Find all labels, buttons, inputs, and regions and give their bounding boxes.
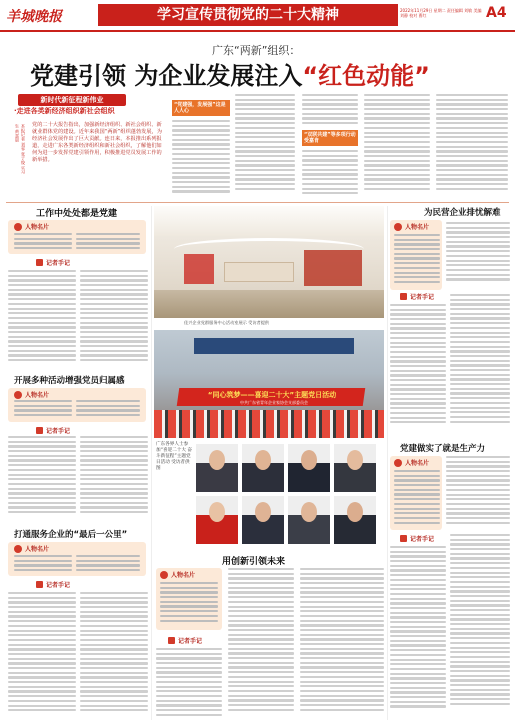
body-text-column <box>450 534 510 720</box>
person-icon <box>394 459 402 467</box>
profile-text <box>76 555 140 575</box>
reporter-note-label: 记者手记 <box>36 580 70 589</box>
person-card-label: 人物名片 <box>14 390 49 399</box>
body-text-column <box>8 270 76 366</box>
pen-icon <box>36 259 43 266</box>
reporter-note-label: 记者手记 <box>36 426 70 435</box>
section-title-left1: 工作中处处都是党建 <box>36 209 118 219</box>
pull-quote-1: “党建强，发展强”这是人人心 <box>172 100 230 116</box>
portrait <box>334 444 376 492</box>
profile-text <box>76 400 140 420</box>
body-text-column <box>436 94 508 198</box>
caption-photo2: 广东各界人士参加“喜迎二十大 奋斗新征程”主题党日活动 受访者供图 <box>156 442 192 471</box>
body-text-column <box>450 294 510 434</box>
person-card-label: 人物名片 <box>14 222 49 231</box>
body-text-column <box>235 94 295 198</box>
body-text-column <box>446 222 510 288</box>
body-text-column <box>228 568 294 720</box>
section-title-mid: 用创新引领未来 <box>222 557 286 567</box>
page-number: A4 <box>486 5 507 21</box>
body-text-column <box>8 436 76 520</box>
date-line: 2022年11月29日 星期二 责任编辑 刘敏 美编 刘静 校对 曹红 <box>400 8 482 18</box>
reporter-note-label: 记者手记 <box>400 534 434 543</box>
body-text-column <box>302 150 358 198</box>
body-text-column <box>364 94 430 198</box>
person-icon <box>14 545 22 553</box>
headline-main <box>30 56 430 91</box>
profile-text <box>394 470 440 528</box>
body-text-column <box>302 94 358 128</box>
column-rule <box>387 206 388 720</box>
portrait <box>334 496 376 544</box>
body-text-column <box>300 568 384 720</box>
body-text-column <box>80 436 148 520</box>
photo-group-event <box>154 330 384 438</box>
lead-text: 党的二十大报告指出，加强新经济组织、新社会组织、新就业群体党的建设。近年来我国“两新”组织蓬勃发展，为经济社会发展作出了巨大贡献。连日来，本报推出系列报道，走进广东各类新经济组织和新社会组织，了解他们如何为进一步发挥党建引领作用，积极推进党员发展工作的新举措。 <box>32 122 162 163</box>
section-title-right1: 为民营企业排忧解难 <box>424 208 501 218</box>
reporter-note-label: 记者手记 <box>36 258 70 267</box>
pen-icon <box>36 427 43 434</box>
person-card-label: 人物名片 <box>14 544 49 553</box>
profile-text <box>76 233 140 253</box>
body-text-column <box>390 546 446 720</box>
profile-text <box>14 555 72 575</box>
person-icon <box>394 223 402 231</box>
photo-banner-sub: 中共广东省青年企业家协会支部委员会 <box>240 400 308 405</box>
portrait <box>196 444 238 492</box>
profile-text <box>160 582 218 628</box>
person-icon <box>160 571 168 579</box>
body-text-column <box>80 592 148 720</box>
body-text-column <box>172 120 230 198</box>
body-text-column <box>390 304 446 434</box>
masthead-banner: 学习宣传贯彻党的二十大精神 <box>98 4 398 26</box>
person-icon <box>14 223 22 231</box>
profile-text <box>394 234 440 288</box>
person-card-label: 人物名片 <box>394 222 429 231</box>
body-text-column <box>80 270 148 366</box>
series-ribbon: 新时代新征程新伟业 <box>18 94 126 106</box>
body-text-column <box>446 456 510 530</box>
portrait <box>196 496 238 544</box>
column-rule <box>151 206 152 720</box>
portrait <box>288 444 330 492</box>
pen-icon <box>168 637 175 644</box>
headline-main-red: “红色动能” <box>302 62 430 90</box>
person-card-label: 人物名片 <box>394 458 429 467</box>
pen-icon <box>400 293 407 300</box>
section-title-right2: 党建做实了就是生产力 <box>400 444 486 454</box>
profile-text <box>14 400 72 420</box>
section-title-left2: 开展多种活动增强党员归属感 <box>14 376 125 386</box>
pen-icon <box>400 535 407 542</box>
byline-vertical: 本报记者 刘蓉 张子俊 实习生 黄嘉晨 <box>15 124 26 175</box>
pull-quote-2: “双联共建”等多项行动受嘉肯 <box>302 130 358 146</box>
body-text-column <box>156 648 222 720</box>
photo-exhibition-hall <box>154 206 384 318</box>
reporter-note-label: 记者手记 <box>400 292 434 301</box>
reporter-note-label: 记者手记 <box>168 636 202 645</box>
body-text-column <box>8 592 76 720</box>
caption-photo1: 佳兴企业党群服务中心活动室展示 受访者提供 <box>184 320 270 325</box>
photo-banner-text: “同心筑梦——喜迎二十大”主题党日活动 <box>207 391 337 399</box>
masthead <box>0 0 515 32</box>
person-card-label: 人物名片 <box>160 570 195 579</box>
person-icon <box>14 391 22 399</box>
portrait <box>288 496 330 544</box>
divider <box>6 202 509 203</box>
headline-kicker: 广东“两新”组织： <box>212 44 301 57</box>
pen-icon <box>36 581 43 588</box>
profile-text <box>14 233 72 253</box>
section-title-left3: 打通服务企业的“最后一公里” <box>14 530 128 540</box>
headline-main-black: 党建引领 为企业发展注入 <box>30 62 303 90</box>
series-subhead: ·走进各类新经济组织新社会组织 <box>14 107 115 115</box>
portrait <box>242 444 284 492</box>
portrait <box>242 496 284 544</box>
newspaper-logo: 羊城晚报 <box>6 9 62 25</box>
